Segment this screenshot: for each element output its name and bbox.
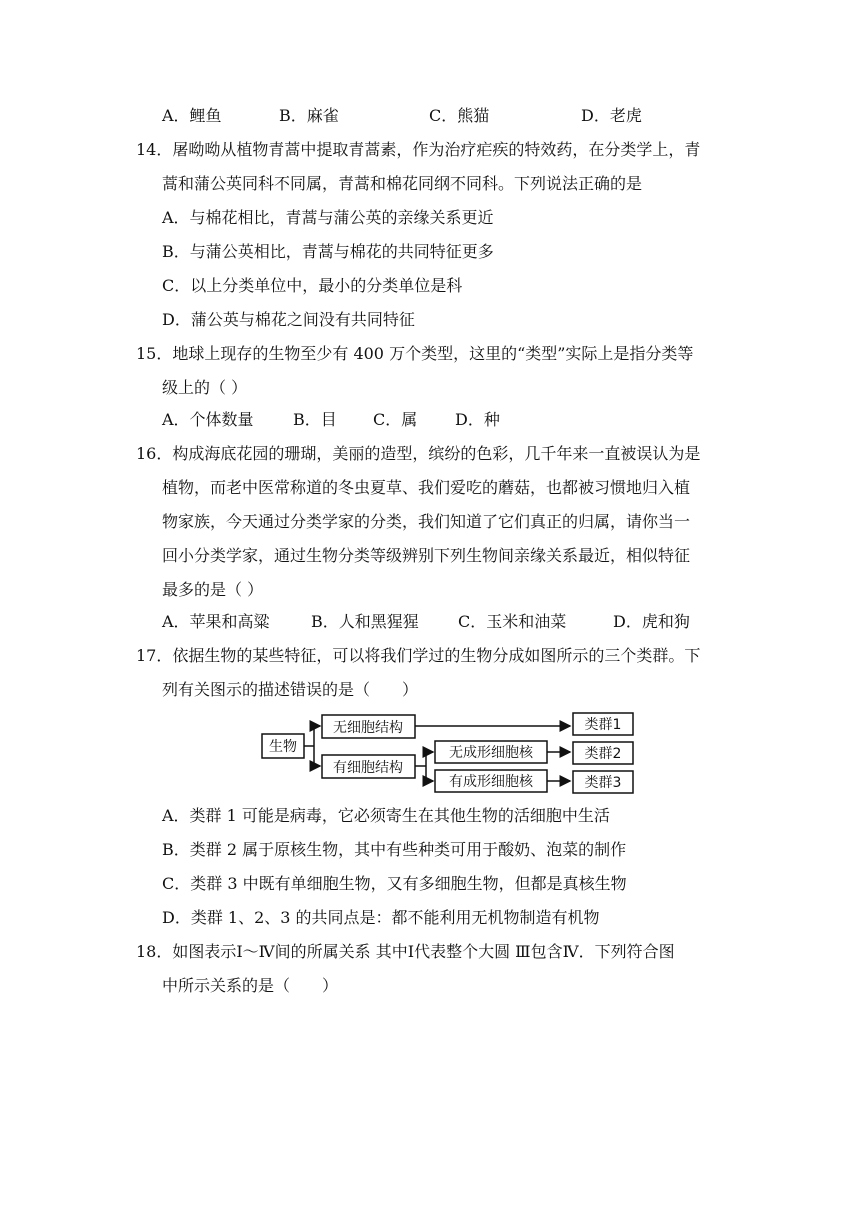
q17-option-c: C．类群 3 中既有单细胞生物，又有多细胞生物，但都是真核生物 xyxy=(162,874,627,893)
diagram-branch1-label: 无细胞结构 xyxy=(333,720,403,736)
classification-diagram xyxy=(260,708,636,798)
q16-stem-line-2: 植物，而老中医常称道的冬虫夏草、我们爱吃的蘑菇，也都被习惯地归入植 xyxy=(162,478,691,497)
q14-option-a: A．与棉花相比，青蒿与蒲公英的亲缘关系更近 xyxy=(162,208,494,227)
q13-option-c: C．熊猫 xyxy=(429,106,490,125)
q15-option-b: B．目 xyxy=(293,410,337,429)
q16-stem-line-1: 16．构成海底花园的珊瑚，美丽的造型，缤纷的色彩，几千年来一直被误认为是 xyxy=(136,444,701,463)
diagram-sub2-label: 有成形细胞核 xyxy=(449,774,533,790)
q16-stem-line-3: 物家族，今天通过分类学家的分类，我们知道了它们真正的归属，请你当一 xyxy=(162,512,691,531)
q17-option-b: B．类群 2 属于原核生物，其中有些种类可用于酸奶、泡菜的制作 xyxy=(162,840,627,859)
q18-stem-line-2: 中所示关系的是（ ） xyxy=(162,976,339,995)
q17-option-a: A．类群 1 可能是病毒，它必须寄生在其他生物的活细胞中生活 xyxy=(162,806,610,825)
diagram-group2-label: 类群2 xyxy=(584,746,622,762)
q17-stem-line-1: 17．依据生物的某些特征，可以将我们学过的生物分成如图所示的三个类群。下 xyxy=(136,646,701,665)
diagram-group3-label: 类群3 xyxy=(584,775,622,791)
q17-option-d: D．类群 1、2、3 的共同点是：都不能利用无机物制造有机物 xyxy=(162,908,600,927)
q15-option-a: A．个体数量 xyxy=(162,410,254,429)
q13-option-a: A．鲤鱼 xyxy=(162,106,222,125)
q15-stem-line-1: 15．地球上现存的生物至少有 400 万个类型，这里的“类型”实际上是指分类等 xyxy=(136,344,694,363)
q15-option-d: D．种 xyxy=(455,410,500,429)
q17-stem-line-2: 列有关图示的描述错误的是（ ） xyxy=(162,680,419,699)
diagram-branch2-label: 有细胞结构 xyxy=(333,760,403,776)
q13-option-b: B．麻雀 xyxy=(279,106,339,125)
q14-option-d: D．蒲公英与棉花之间没有共同特征 xyxy=(162,310,415,329)
q16-stem-line-5: 最多的是（ ） xyxy=(162,580,264,599)
q14-stem-line-1: 14．屠呦呦从植物青蒿中提取青蒿素，作为治疗疟疾的特效药，在分类学上，青 xyxy=(136,140,701,159)
q15-option-c: C．属 xyxy=(373,410,418,429)
q13-option-d: D．老虎 xyxy=(581,106,642,125)
diagram-root-label: 生物 xyxy=(269,739,297,755)
q15-stem-line-2: 级上的（ ） xyxy=(162,378,248,397)
q16-option-c: C．玉米和油菜 xyxy=(458,612,567,631)
diagram-group1-label: 类群1 xyxy=(584,717,622,733)
diagram-sub1-label: 无成形细胞核 xyxy=(449,745,533,761)
q14-stem-line-2: 蒿和蒲公英同科不同属，青蒿和棉花同纲不同科。下列说法正确的是 xyxy=(162,174,643,193)
q16-option-b: B．人和黑猩猩 xyxy=(311,612,419,631)
q16-option-a: A．苹果和高粱 xyxy=(162,612,270,631)
q16-stem-line-4: 回小分类学家，通过生物分类等级辨别下列生物间亲缘关系最近，相似特征 xyxy=(162,546,691,565)
q16-option-d: D．虎和狗 xyxy=(613,612,690,631)
q18-stem-line-1: 18．如图表示Ⅰ～Ⅳ间的所属关系 其中Ⅰ代表整个大圆 Ⅲ包含Ⅳ．下列符合图 xyxy=(136,942,675,961)
q14-option-c: C．以上分类单位中，最小的分类单位是科 xyxy=(162,276,463,295)
q14-option-b: B．与蒲公英相比，青蒿与棉花的共同特征更多 xyxy=(162,242,494,261)
